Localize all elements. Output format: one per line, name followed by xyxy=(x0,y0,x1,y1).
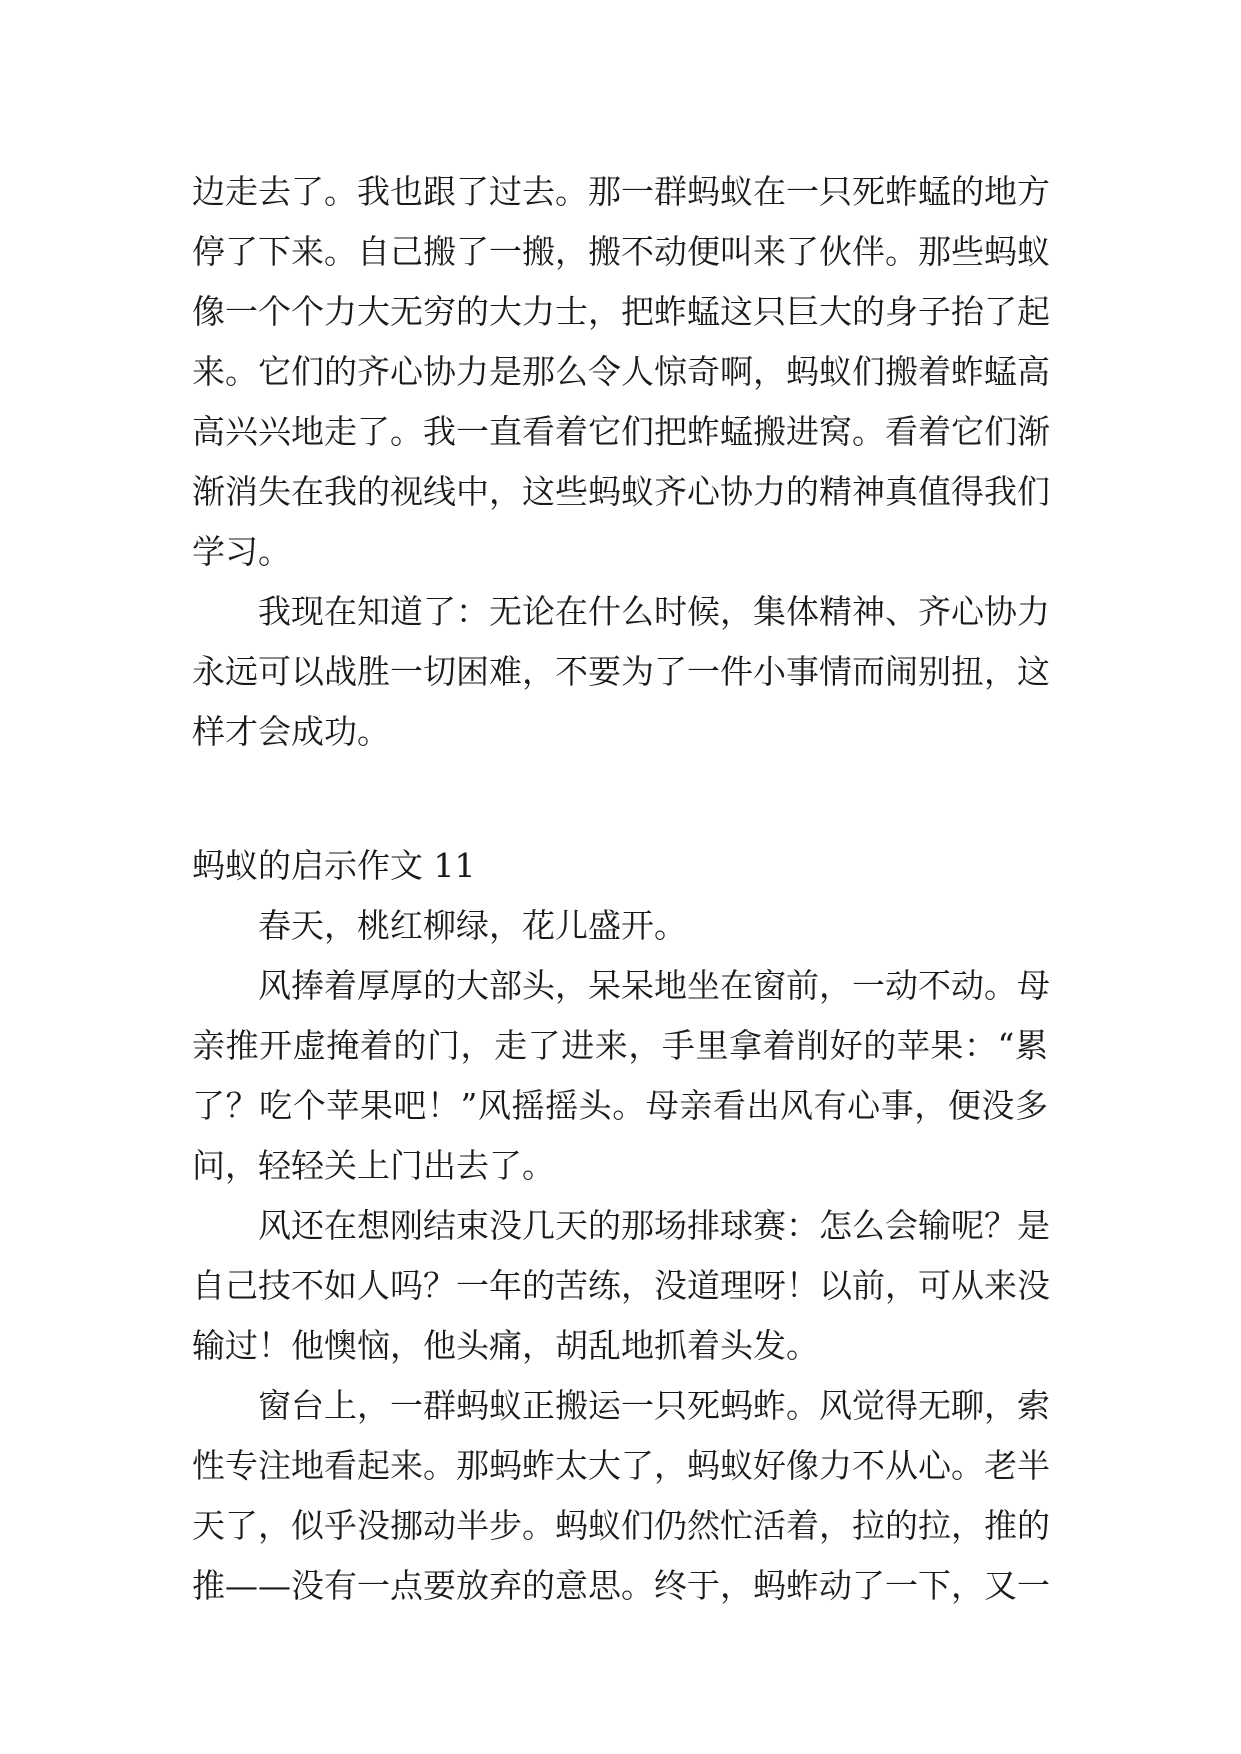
conclusion-paragraph xyxy=(192,582,1048,762)
paragraph-1 xyxy=(192,896,1048,956)
text-line: 学习。 xyxy=(192,532,291,571)
text-line: 风还在想刚结束没几天的那场排球赛：怎么会输呢？是 xyxy=(258,1206,1050,1245)
text-line: 问，轻轻关上门出去了。 xyxy=(192,1146,555,1185)
text-line: 窗台上，一群蚂蚁正搬运一只死蚂蚱。风觉得无聊，索 xyxy=(258,1386,1050,1425)
paragraph-4 xyxy=(192,1376,1048,1616)
text-line: 输过！他懊恼，他头痛，胡乱地抓着头发。 xyxy=(192,1326,819,1365)
text-line: 了？吃个苹果吧！”风摇摇头。母亲看出风有心事，便没多 xyxy=(192,1086,1048,1125)
text-line: 永远可以战胜一切困难，不要为了一件小事情而闹别扭，这 xyxy=(192,652,1050,691)
text-line: 边走去了。我也跟了过去。那一群蚂蚁在一只死蚱蜢的地方 xyxy=(192,172,1050,211)
text-line: 自己技不如人吗？一年的苦练，没道理呀！以前，可从来没 xyxy=(192,1266,1050,1305)
text-line: 像一个个力大无穷的大力士，把蚱蜢这只巨大的身子抬了起 xyxy=(192,292,1050,331)
text-line: 推——没有一点要放弃的意思。终于，蚂蚱动了一下，又一 xyxy=(192,1566,1050,1605)
continuation-paragraph xyxy=(192,162,1048,582)
section-gap xyxy=(192,762,1048,836)
text-line: 春天，桃红柳绿，花儿盛开。 xyxy=(258,906,687,945)
text-line: 我现在知道了：无论在什么时候，集体精神、齐心协力 xyxy=(258,592,1050,631)
text-line: 亲推开虚掩着的门，走了进来，手里拿着削好的苹果：“累 xyxy=(192,1026,1048,1065)
text-line: 天了，似乎没挪动半步。蚂蚁们仍然忙活着，拉的拉，推的 xyxy=(192,1506,1050,1545)
text-line: 渐消失在我的视线中，这些蚂蚁齐心协力的精神真值得我们 xyxy=(192,472,1050,511)
text-line: 来。它们的齐心协力是那么令人惊奇啊，蚂蚁们搬着蚱蜢高 xyxy=(192,352,1050,391)
paragraph-3 xyxy=(192,1196,1048,1376)
essay-title: 蚂蚁的启示作文 11 xyxy=(192,846,476,885)
document-page xyxy=(192,162,1048,1616)
text-line: 高兴兴地走了。我一直看着它们把蚱蜢搬进窝。看着它们渐 xyxy=(192,412,1050,451)
text-line: 性专注地看起来。那蚂蚱太大了，蚂蚁好像力不从心。老半 xyxy=(192,1446,1050,1485)
text-line: 风捧着厚厚的大部头，呆呆地坐在窗前，一动不动。母 xyxy=(258,966,1050,1005)
text-line: 停了下来。自己搬了一搬，搬不动便叫来了伙伴。那些蚂蚁 xyxy=(192,232,1050,271)
text-line: 样才会成功。 xyxy=(192,712,390,751)
paragraph-2 xyxy=(192,956,1048,1196)
